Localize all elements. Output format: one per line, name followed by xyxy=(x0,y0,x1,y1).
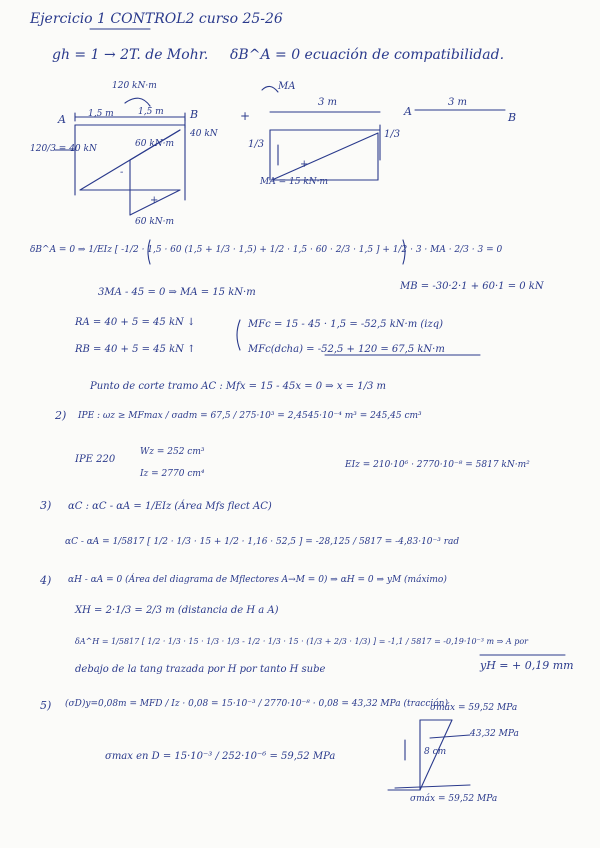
s5-label-bottom: σmáx = 59,52 MPa xyxy=(410,794,498,804)
s5-label-mid: 43,32 MPa xyxy=(470,729,519,739)
d1-node-a: A xyxy=(58,113,66,126)
d1-node-b: B xyxy=(190,108,199,121)
s3-line1: αC : αC - αA = 1/EIz (Área Mfs flect AC) xyxy=(68,501,272,512)
d3-node-a: A xyxy=(404,105,412,118)
d1-right-value: 40 kN xyxy=(190,129,218,139)
eq-corte: Punto de corte tramo AC : Mfx = 15 - 45x = 0 ⇒ x = 1/3 m xyxy=(90,381,386,392)
eq-mb: MB = -30·2·1 + 60·1 = 0 kN xyxy=(400,281,544,292)
s2-wz: Wz = 252 cm³ xyxy=(140,447,205,457)
d1-span-right: 1,5 m xyxy=(138,107,164,117)
d2-sign: + xyxy=(300,159,309,170)
s4-result: yH = + 0,19 mm xyxy=(480,659,574,672)
d2-right-react: 1/3 xyxy=(384,129,401,140)
d1-load-top: 120 kN·m xyxy=(112,81,157,91)
eq-rb: RB = 40 + 5 = 45 kN ↑ xyxy=(75,344,196,355)
d1-m-bottom: 60 kN·m xyxy=(135,217,175,227)
s4-num: 4) xyxy=(40,574,52,587)
d2-bottom: MA = 15 kN·m xyxy=(260,177,329,187)
s2-ipe: IPE : ωz ≥ MFmax / σadm = 67,5 / 275·10³ = 2,4545·10⁻⁴ m³ = 245,45 cm³ xyxy=(78,411,422,421)
s4-line4: debajo de la tang trazada por H por tanto H sube xyxy=(75,664,326,675)
s5-sigma: (σD)y=0,08m = MFD / Iz · 0,08 = 15·10⁻³ / 2770·10⁻⁸ · 0,08 = 43,32 MPa (tracción) xyxy=(65,699,448,709)
exercise-title: Ejercicio 1 CONTROL2 curso 25-26 xyxy=(30,11,283,27)
eq-mfc-dcha: MFc(dcha) = -52,5 + 120 = 67,5 kN·m xyxy=(248,344,445,355)
d1-span-left: 1,5 m xyxy=(88,109,114,119)
d3-span: 3 m xyxy=(448,97,468,108)
d2-moment: MA xyxy=(278,81,296,92)
eq-mfc: MFc = 15 - 45 · 1,5 = -52,5 kN·m (izq) xyxy=(248,319,444,330)
s5-label-8cm: 8 cm xyxy=(424,747,447,757)
s2-eiz: EIz = 210·10⁶ · 2770·10⁻⁸ = 5817 kN·m² xyxy=(345,460,530,470)
d2-span: 3 m xyxy=(318,97,338,108)
d1-sign-neg: - xyxy=(120,167,124,178)
s3-num: 3) xyxy=(40,499,52,512)
s2-ipe220: IPE 220 xyxy=(75,454,116,465)
s4-line2: XH = 2·1/3 = 2/3 m (distancia de H a A) xyxy=(75,605,279,616)
s4-line3: δA^H = 1/5817 [ 1/2 · 1/3 · 15 · 1/3 · 1/3 - 1/2 · 1/3 · 15 · (1/3 + 2/3 · 1/3) ] = -1,1 / 5817 = -0,19·10⁻³ m ⇒ A por xyxy=(75,637,528,646)
s5-num: 5) xyxy=(40,699,52,712)
d1-left-value: 120/3 = 40 kN xyxy=(30,144,97,154)
eq-3ma: 3MA - 45 = 0 ⇒ MA = 15 kN·m xyxy=(98,287,256,298)
d1-sign-pos: + xyxy=(150,195,159,206)
moment-arrow-1 xyxy=(125,98,150,106)
d3-node-b: B xyxy=(508,111,517,124)
d2-plus: + xyxy=(240,109,251,123)
s2-iz: Iz = 2770 cm⁴ xyxy=(140,469,205,479)
header-method: gh = 1 → 2T. de Mohr. xyxy=(52,47,209,63)
s3-line2: αC - αA = 1/5817 [ 1/2 · 1/3 · 15 + 1/2 · 1,16 · 52,5 ] = -28,125 / 5817 = -4,83·10⁻³ rad xyxy=(65,537,460,547)
s5-smax: σmax en D = 15·10⁻³ / 252·10⁻⁶ = 59,52 MPa xyxy=(105,751,336,762)
d2-left-react: 1/3 xyxy=(248,139,265,150)
s4-line1: αH - αA = 0 (Área del diagrama de Mflectores A→M = 0) ⇒ αH = 0 ⇒ yM (máximo) xyxy=(68,575,447,585)
eq-ra: RA = 40 + 5 = 45 kN ↓ xyxy=(75,317,196,328)
s5-label-top: σmáx = 59,52 MPa xyxy=(430,703,518,713)
s2-num: 2) xyxy=(55,409,67,422)
header-compat: δB^A = 0 ecuación de compatibilidad. xyxy=(230,47,505,63)
d1-m-top: 60 kN·m xyxy=(135,139,175,149)
eq-delta-main: δB^A = 0 ⇒ 1/EIz [ -1/2 · 1,5 · 60 (1,5 + 1/3 · 1,5) + 1/2 · 1,5 · 60 · 2/3 · 1,5 ] + 1/2 · 3 · MA · 2/3 · 3 = 0 xyxy=(30,245,503,255)
